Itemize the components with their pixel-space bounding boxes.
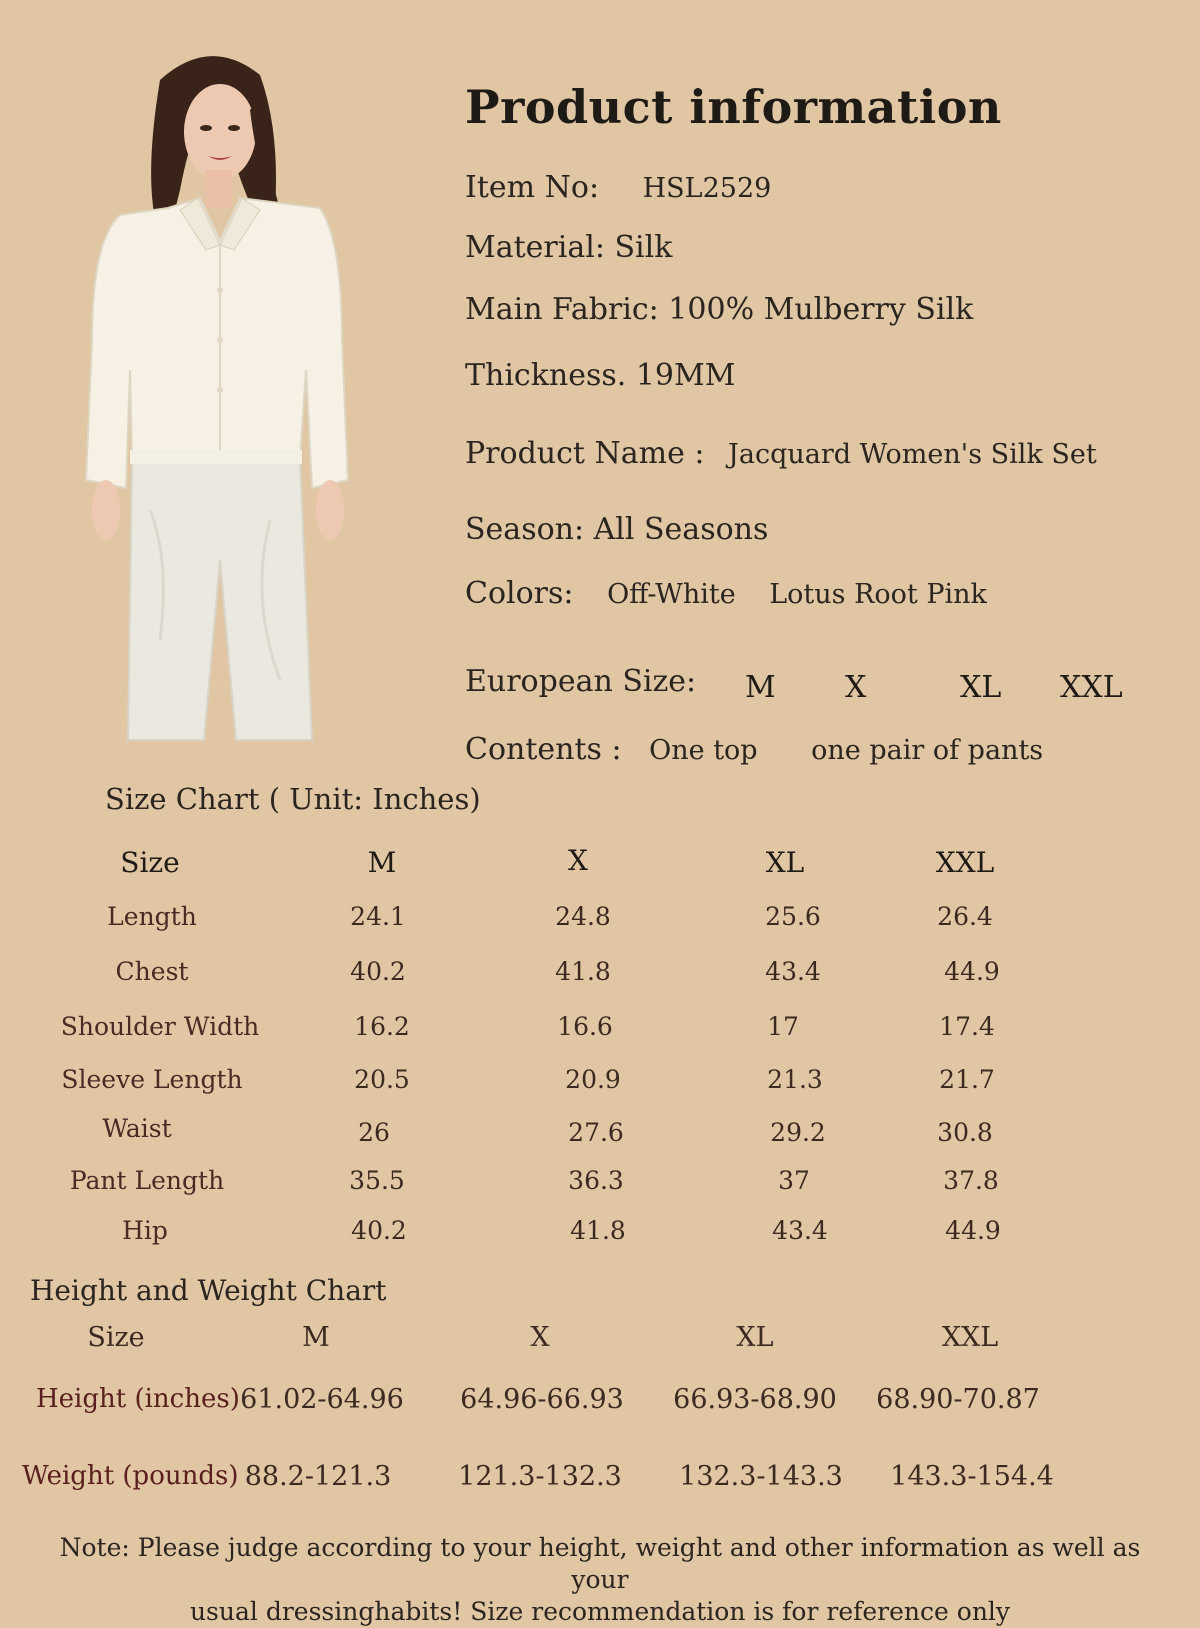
table-cell: 121.3-132.3 <box>458 1461 622 1492</box>
item-no-label: Item No: <box>465 170 600 205</box>
table-cell: 44.9 <box>944 957 1000 986</box>
thickness-row: Thickness. 19MM <box>465 358 736 393</box>
size-chart-header: XL <box>765 846 805 879</box>
table-cell: 16.6 <box>557 1012 613 1041</box>
size-chart-header: XXL <box>935 846 995 879</box>
european-size-label: European Size: <box>465 664 697 699</box>
color-option: Off-White <box>607 579 736 610</box>
row-label: Waist <box>102 1114 172 1143</box>
row-label: Shoulder Width <box>60 1012 260 1041</box>
table-cell: 88.2-121.3 <box>244 1461 392 1492</box>
table-cell: 43.4 <box>765 957 821 986</box>
row-label: Pant Length <box>69 1166 225 1195</box>
contents-label: Contents : <box>465 732 622 767</box>
colors-row <box>465 576 987 611</box>
european-size-option: M <box>745 670 776 705</box>
size-chart-header: Size <box>120 846 180 879</box>
table-cell: 16.2 <box>354 1012 410 1041</box>
row-label: Length <box>107 902 197 931</box>
table-cell: 37.8 <box>943 1166 999 1195</box>
table-cell: 27.6 <box>568 1118 624 1147</box>
season-row: Season: All Seasons <box>465 512 769 547</box>
table-cell: 40.2 <box>350 957 406 986</box>
table-cell: 143.3-154.4 <box>890 1461 1054 1492</box>
row-label: Weight (pounds) <box>22 1461 239 1491</box>
hw-chart-header: XXL <box>941 1322 999 1353</box>
table-cell: 17.4 <box>939 1012 995 1041</box>
note-line: usual dressinghabits! Size recommendation is for reference only <box>189 1597 1011 1626</box>
hw-chart-header: X <box>530 1322 550 1353</box>
size-chart-header: M <box>367 846 397 879</box>
row-label: Sleeve Length <box>61 1065 243 1094</box>
color-option: Lotus Root Pink <box>769 579 987 610</box>
material-row: Material: Silk <box>465 230 673 265</box>
product-photo <box>80 40 360 760</box>
size-note <box>30 1532 1170 1628</box>
table-cell: 36.3 <box>568 1166 624 1195</box>
table-cell: 21.3 <box>767 1065 823 1094</box>
row-label: Height (inches) <box>36 1384 240 1414</box>
size-chart-title: Size Chart ( Unit: Inches) <box>105 782 481 816</box>
contents-item: one pair of pants <box>811 735 1044 766</box>
contents-item: One top <box>649 735 758 766</box>
product-name-label: Product Name : <box>465 436 705 471</box>
product-info-title: Product information <box>465 80 1002 134</box>
row-label: Hip <box>122 1216 168 1245</box>
table-cell: 40.2 <box>351 1216 407 1245</box>
table-cell: 68.90-70.87 <box>876 1384 1040 1415</box>
table-cell: 66.93-68.90 <box>673 1384 837 1415</box>
contents-row <box>465 732 1043 767</box>
table-cell: 61.02-64.96 <box>240 1384 404 1415</box>
hw-chart-header: XL <box>736 1322 774 1353</box>
table-cell: 20.5 <box>354 1065 410 1094</box>
european-size-option: X <box>845 670 867 705</box>
product-name-value: Jacquard Women's Silk Set <box>728 439 1097 470</box>
size-chart-header: X <box>568 844 588 877</box>
table-cell: 41.8 <box>555 957 611 986</box>
table-cell: 17 <box>767 1012 799 1041</box>
note-line: Note: Please judge according to your height, weight and other information as well as your <box>59 1533 1141 1594</box>
item-no-row <box>465 170 771 205</box>
table-cell: 26 <box>358 1118 390 1147</box>
table-cell: 20.9 <box>565 1065 621 1094</box>
table-cell: 37 <box>778 1166 810 1195</box>
colors-label: Colors: <box>465 576 574 611</box>
hw-chart-header: Size <box>87 1322 145 1353</box>
table-cell: 21.7 <box>939 1065 995 1094</box>
table-cell: 24.8 <box>555 902 611 931</box>
table-cell: 26.4 <box>937 902 993 931</box>
table-cell: 29.2 <box>770 1118 826 1147</box>
european-size-option: XXL <box>1060 670 1123 705</box>
table-cell: 25.6 <box>765 902 821 931</box>
product-name-row <box>465 436 1097 471</box>
table-cell: 41.8 <box>570 1216 626 1245</box>
table-cell: 132.3-143.3 <box>679 1461 843 1492</box>
hw-chart-title: Height and Weight Chart <box>30 1274 387 1307</box>
european-size-option: XL <box>960 670 1002 705</box>
table-cell: 43.4 <box>772 1216 828 1245</box>
table-cell: 24.1 <box>350 902 406 931</box>
row-label: Chest <box>115 957 189 986</box>
table-cell: 44.9 <box>945 1216 1001 1245</box>
item-no-value: HSL2529 <box>642 173 772 204</box>
main-fabric-row: Main Fabric: 100% Mulberry Silk <box>465 292 974 327</box>
hw-chart-header: M <box>302 1322 330 1353</box>
table-cell: 35.5 <box>349 1166 405 1195</box>
table-cell: 30.8 <box>937 1118 993 1147</box>
table-cell: 64.96-66.93 <box>460 1384 624 1415</box>
